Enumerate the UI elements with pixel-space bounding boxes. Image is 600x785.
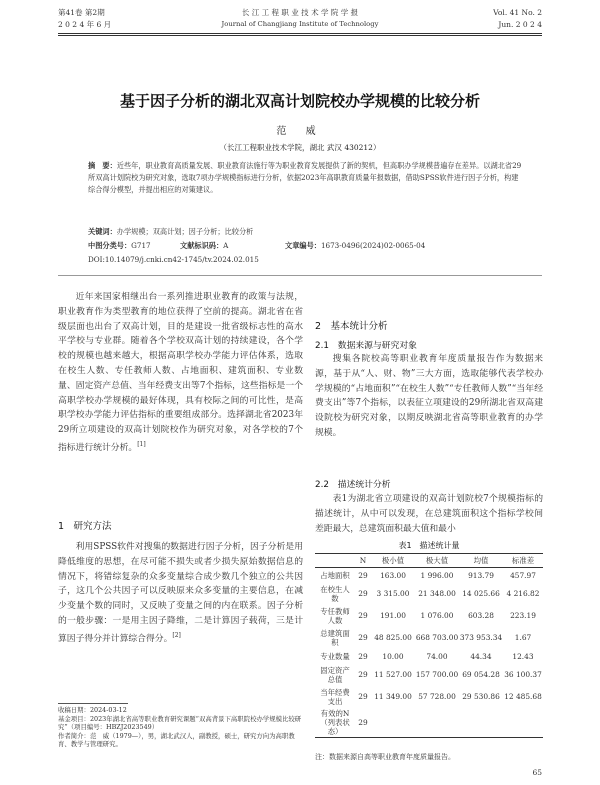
table-row	[315, 627, 543, 649]
table-cell: 29	[358, 692, 368, 701]
table-cell: 29	[358, 670, 368, 679]
table-cell: 10.00	[382, 651, 404, 661]
keywords-label: 关键词：	[88, 227, 117, 236]
article-no-value: 1673-0496(2024)02-0065-04	[320, 241, 426, 250]
header-rule-second	[58, 35, 542, 36]
section2-2-heading: 2.2 描述统计分析	[315, 480, 391, 490]
table-cell: 29 530.86	[462, 692, 500, 701]
article-title: 基于因子分析的湖北双高计划院校办学规模的比较分析	[119, 92, 480, 110]
affiliation: （长江工程职业技术学院，湖北 武汉 430212）	[219, 143, 381, 152]
table-row-label: 在校生人数	[320, 584, 350, 603]
intro-section	[58, 290, 303, 456]
table1-col-header: N	[359, 556, 367, 565]
section1-citation: [2]	[172, 631, 181, 639]
table-cell: 163.00	[380, 570, 406, 580]
table-cell: 11 349.00	[374, 692, 412, 701]
table1-col-header: 均值	[473, 556, 489, 565]
table-row-label: 专任教师人数	[320, 606, 350, 625]
doc-code-label: 文献标识码：	[180, 241, 224, 250]
table-cell	[415, 708, 459, 738]
table1-col-header: 极大值	[425, 556, 449, 565]
table-cell: 29	[358, 611, 368, 620]
table-row-label: 有效的N（列表状态）	[320, 708, 350, 736]
footnote-author-bio: 作者简介：范 威（1979—），男，湖北武汉人，副教授，硕士，研究方向为高职教育、教学与管理研究。	[58, 731, 295, 749]
header-volume-issue: 第41卷 第2期	[58, 8, 105, 17]
table-row	[315, 605, 543, 627]
table-cell: 36 100.37	[504, 670, 542, 679]
clc	[88, 240, 151, 252]
section2-2-body	[315, 492, 543, 536]
table-cell: 12.43	[512, 651, 534, 661]
header-journal-cn: 长 江 工 程 职 业 技 术 学 院 学 报	[241, 8, 359, 17]
table-cell: 3 315.00	[376, 589, 410, 598]
table-row-label: 当年经费支出	[320, 687, 350, 706]
table-row	[315, 686, 543, 708]
table1-caption: 表1 描述统计量	[398, 541, 460, 550]
table-cell: 1 996.00	[420, 570, 454, 580]
table-cell: 668 703.00	[415, 633, 459, 642]
clc-label: 中图分类号：	[88, 241, 132, 250]
header-rule	[58, 33, 542, 34]
section2-1-heading: 2.1 数据来源与研究对象	[315, 341, 417, 351]
table1-col-header	[315, 554, 355, 568]
section2-heading: 2 基本统计分析	[315, 321, 388, 332]
page-number: 65	[532, 768, 542, 777]
abstract	[88, 160, 524, 196]
table-cell: 191.00	[380, 611, 406, 620]
table-cell: 1.67	[514, 633, 532, 642]
table-cell: 913.79	[468, 570, 494, 580]
author: 范 威	[276, 126, 324, 137]
table1-wrapper	[315, 553, 543, 738]
table-cell: 1 076.00	[420, 611, 454, 620]
table-cell: 4 216.82	[506, 589, 540, 598]
table-cell	[503, 708, 543, 738]
keywords-text: 办学规模；双高计划；因子分析；比较分析	[116, 227, 254, 236]
abstract-label: 摘 要：	[88, 161, 117, 170]
doc-code	[180, 240, 228, 252]
table-cell: 223.19	[510, 611, 536, 620]
table-cell: 603.28	[468, 611, 494, 620]
table-row	[315, 664, 543, 686]
intro-citation: [1]	[137, 440, 146, 448]
clc-value: G717	[131, 241, 151, 250]
table-row-label: 固定资产总值	[320, 665, 350, 684]
article-no-label: 文章编号：	[285, 241, 321, 250]
table-cell: 457.97	[510, 570, 536, 580]
table-row	[315, 583, 543, 605]
table-row	[315, 568, 543, 583]
abstract-divider	[58, 275, 542, 276]
section1-heading: 1 研究方法	[58, 521, 112, 532]
table-cell: 373 953.34	[459, 633, 503, 642]
doc-code-value: A	[223, 241, 229, 250]
table-cell: 57 728.00	[418, 692, 456, 701]
table-row	[315, 649, 543, 664]
section2-1-body	[315, 352, 543, 441]
table-cell: 44.34	[470, 651, 492, 661]
table-cell: 29	[358, 717, 368, 727]
table-row-label: 总建筑面积	[320, 628, 350, 647]
table-cell: 29	[358, 651, 368, 661]
table-cell	[371, 708, 415, 738]
table1-col-header: 极小值	[381, 556, 405, 565]
header-date-en: Jun. 2 0 2 4	[498, 20, 542, 29]
header-journal-en: Journal of Changjiang Institute of Technology	[221, 20, 379, 28]
intro-paragraph: 近年来国家相继出台一系列推进职业教育的政策与法规，职业教育作为类型教育的地位获得了空前的提高。湖北省在省级层面也出台了双高计划，目的是建设一批省级标志性的高水平学校与专业群。随着各个学校双高计划的持续建设，各个学校的规模也越来越大，根据高职学校办学能力评估体系，选取在校生人数、专任教师人数、占地面积、建筑面积、专业数量、固定资产总值、当年经费支出等7个指标，这些指标是一个高职学校办学规模的最好体现，具有校际之间的可比性，是高职学校办学能力评估指标的重要组成部分。选择湖北省2023年29所立项建设的双高计划院校作为研究对象，对各学校的7个指标进行统计分析。	[58, 292, 303, 453]
table-cell: 74.00	[426, 651, 448, 661]
header-date-cn: 2 0 2 4 年 6 月	[58, 20, 112, 29]
table1-header-row	[315, 554, 543, 568]
table1	[315, 553, 543, 738]
table-cell: 12 485.68	[504, 692, 542, 701]
table-cell: 157 700.00	[415, 670, 459, 679]
section1-paragraph: 利用SPSS软件对搜集的数据进行因子分析，因子分析是用降低维度的思想，在尽可能不损失或者少损失原始数据信息的情况下，将错综复杂的众多变量综合成少数几个独立的公共因子，这几个公共因子可以反映原来众多变量的主要信息，在减少变量个数的同时，又反映了变量之间的内在联系。因子分析的一般步骤：一是用主因子降维，二是计算因子载荷，三是计算因子得分并计算综合得分。	[58, 542, 303, 644]
table-row-label: 专业数量	[320, 651, 350, 661]
table1-note: 注：数据来源自高等职业教育年度质量报告。	[315, 753, 455, 761]
table-row-label: 占地面积	[320, 570, 350, 580]
section1-body	[58, 540, 303, 647]
doi: DOI:10.14079/j.cnki.cn42-1745/tv.2024.02.015	[88, 255, 259, 264]
table-cell: 29	[358, 633, 368, 642]
table-cell	[459, 708, 503, 738]
article-no	[285, 240, 425, 252]
table-row	[315, 708, 543, 738]
table-cell: 21 348.00	[418, 589, 456, 598]
table1-col-header: 标准差	[511, 556, 535, 565]
footnote-received: 收稿日期：2024-03-12	[58, 706, 127, 714]
table-cell: 48 825.00	[374, 633, 412, 642]
table-cell: 69 054.28	[462, 670, 500, 679]
footnote	[58, 706, 303, 749]
section2-2-paragraph: 表1为湖北省立项建设的双高计划院校7个规模指标的描述统计，从中可以发现，在总建筑面积这个指标学校间差距最大，总建筑面积最大值和最小	[315, 494, 543, 534]
table-cell: 14 025.66	[462, 589, 500, 598]
abstract-text: 近些年，职业教育高质量发展、职业教育法施行等为职业教育发展提供了新的契机，但高职办学规模普遍存在差异。以湖北省29所双高计划院校为研究对象，选取7项办学规模指标进行分析，依据2023年高职教育质量年报数据，借助SPSS软件进行因子分析，构建综合得分模型，并提出相应的对策建议。	[88, 161, 522, 194]
footnote-fund: 基金项目：2023年湖北省高等职业教育研究课题“双高背景下高职院校办学规模比较研究”（项目编号：HBZJ2023549）	[58, 714, 302, 732]
table-cell: 11 527.00	[374, 670, 412, 679]
header-vol-no-en: Vol. 41 No. 2	[493, 8, 542, 17]
table-cell: 29	[358, 570, 368, 580]
keywords	[88, 226, 524, 238]
table-cell: 29	[358, 589, 368, 598]
section2-1-paragraph: 搜集各院校高等职业教育年度质量报告作为数据来源，基于从“人、财、物”三大方面，选取能够代表学校办学规模的“占地面积”“在校生人数”“专任教师人数”“当年经费支出”等7个指标，以表征立项建设的29所湖北省双高建设院校为研究对象，以期反映湖北省高等职业教育的办学规模。	[315, 354, 543, 438]
footnote-rule	[58, 703, 128, 704]
